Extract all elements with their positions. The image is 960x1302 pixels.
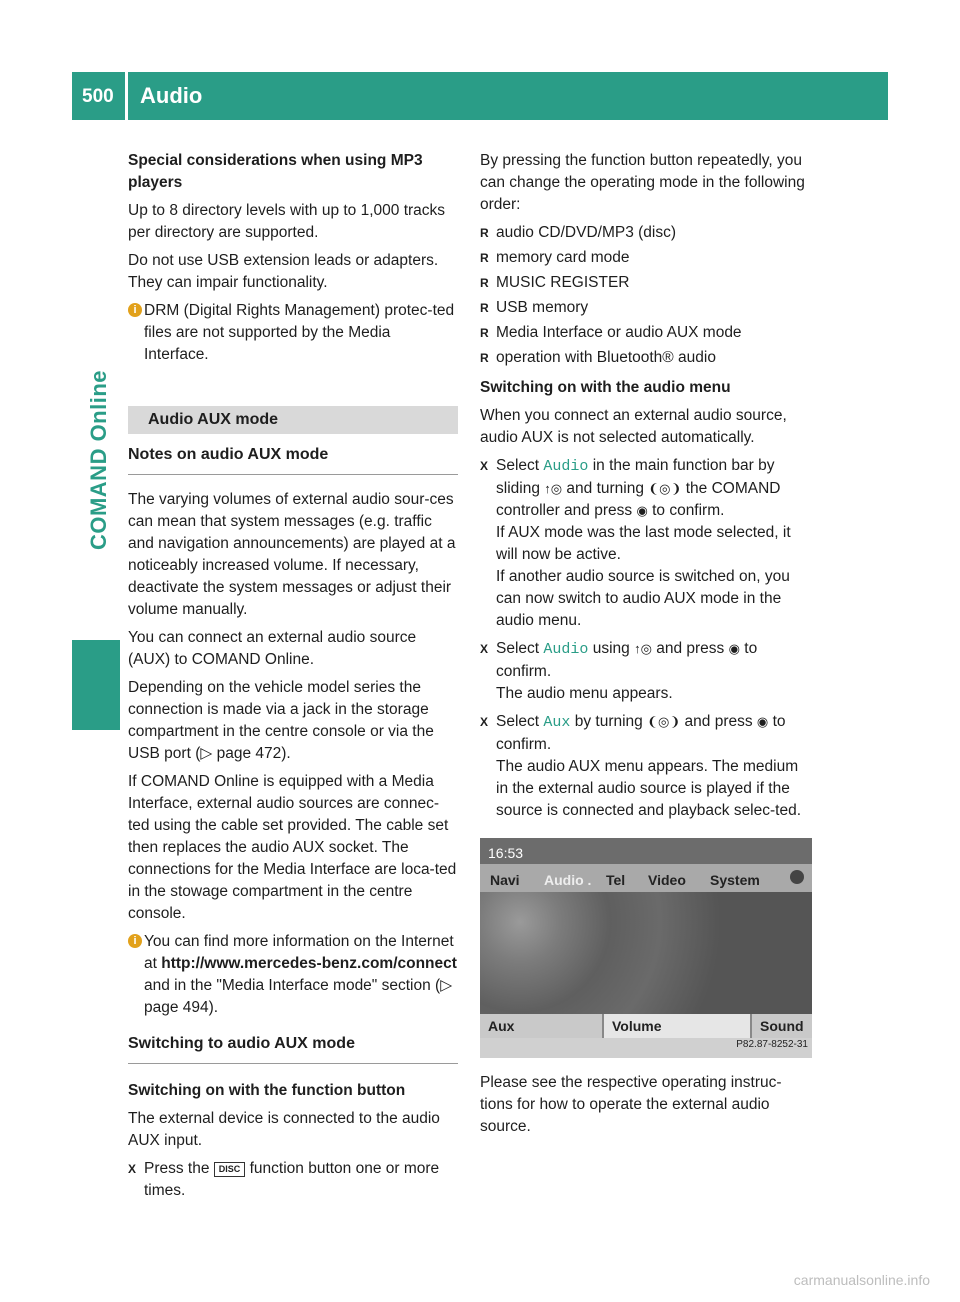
- screen-menu-tel: Tel: [606, 872, 626, 888]
- outro-paragraph: Please see the respective operating instruc-tions for how to operate the external audio source.: [480, 1074, 782, 1135]
- screen-footer: [480, 1038, 812, 1058]
- watermark: carmanualsonline.info: [793, 1272, 930, 1288]
- notes-paragraph-3: Depending on the vehicle model series the connection is made via a jack in the storage compartment in the centre console or via the USB port (▷ page 472).: [128, 679, 434, 762]
- side-tab: [84, 300, 114, 620]
- audio-highlight: Audio: [543, 641, 589, 658]
- slide-icon: ↑◎: [544, 481, 563, 496]
- slide-icon: ↑◎: [634, 641, 652, 656]
- step-text: and press: [651, 640, 729, 657]
- connect-link[interactable]: http://www.mercedes-benz.com/connect: [161, 955, 457, 972]
- screen-menu-audio: Audio .: [544, 872, 592, 888]
- mode-item: R memory card mode: [480, 247, 812, 269]
- page-number: 500: [82, 86, 114, 107]
- internet-note: [128, 931, 458, 1019]
- mode-item: R MUSIC REGISTER: [480, 272, 812, 294]
- step-text: to confirm.: [647, 502, 725, 519]
- select-audio-step: [480, 455, 812, 632]
- screen-menu-navi: Navi: [490, 872, 520, 888]
- mode-item: R Media Interface or audio AUX mode: [480, 322, 812, 344]
- step-text-b: function button one or more times.: [144, 1160, 440, 1199]
- step-note: If AUX mode was the last mode selected, it will now be active.: [496, 524, 791, 563]
- info-icon: i: [128, 934, 142, 948]
- step-text: and press: [680, 713, 757, 730]
- select-audio-menu-step: [480, 638, 812, 705]
- mode-item: R audio CD/DVD/MP3 (disc): [480, 222, 812, 244]
- step-text: Select: [496, 640, 544, 657]
- step-text: in the main function bar by sliding: [496, 457, 775, 497]
- press-icon: ◉: [756, 714, 769, 729]
- step-text: to confirm.: [496, 640, 758, 680]
- notes-paragraph-4: If COMAND Online is equipped with a Media Interface, external audio sources are connec-ted using the cable set provided. The cable set then replaces the audio AUX socket. The connections for the Media Interface are loca-ted in the stowage compartment in the centre console.: [128, 773, 457, 922]
- audio-menu-paragraph: When you connect an external audio source, audio AUX is not selected automatically.: [480, 407, 787, 446]
- screen-settings-icon: [790, 870, 804, 884]
- press-disc-step: [128, 1158, 458, 1202]
- step-text: Select: [496, 457, 544, 474]
- press-icon: ◉: [728, 641, 740, 656]
- aux-highlight: Aux: [543, 714, 571, 731]
- side-tab-label: COMAND Online: [86, 369, 111, 551]
- right-column: [480, 150, 812, 1144]
- mp3-paragraph-1: Up to 8 directory levels with up to 1,000 tracks per directory are supported.: [128, 202, 446, 241]
- left-column: [128, 150, 458, 1208]
- turn-icon: ❨◎❩: [647, 714, 681, 729]
- screen-menu-system: System: [710, 872, 760, 888]
- turn-icon: ❨◎❩: [648, 481, 682, 496]
- screen-sound-button: Sound: [760, 1018, 804, 1034]
- step-arrow-icon: X: [480, 715, 489, 729]
- step-note: If another audio source is switched on, you can now switch to audio AUX mode in the audio menu.: [496, 568, 790, 629]
- mp3-paragraph-2: Do not use USB extension leads or adapters. They can impair functionality.: [128, 252, 439, 291]
- mode-item: R operation with Bluetooth® audio: [480, 347, 812, 369]
- step-text: and turning: [562, 480, 649, 497]
- step-text: by turning: [570, 713, 648, 730]
- mp3-heading: Special considerations when using MP3 players: [128, 152, 423, 191]
- step-arrow-icon: X: [480, 642, 489, 656]
- select-aux-step: [480, 711, 812, 822]
- screen-sound-waves: [480, 892, 812, 1014]
- header-divider: [125, 72, 128, 120]
- notes-paragraph-2: You can connect an external audio source (AUX) to COMAND Online.: [128, 629, 417, 668]
- step-arrow-icon: X: [128, 1162, 137, 1176]
- info-icon: i: [128, 303, 142, 317]
- section-title: Audio: [140, 83, 203, 108]
- press-icon: ◉: [636, 503, 648, 518]
- internet-note-text-a: You can find more information on the Internet at: [144, 933, 454, 972]
- drm-note-text: DRM (Digital Rights Management) protec-ted files are not supported by the Media Interface.: [144, 302, 455, 363]
- step-text: Select: [496, 713, 544, 730]
- switch-heading: Switching to audio AUX mode: [128, 1033, 458, 1064]
- disc-button-icon: DISC: [214, 1162, 246, 1177]
- screen-main-function-bar: [480, 864, 812, 892]
- screen-clock: 16:53: [488, 845, 524, 861]
- screen-aux-button: Aux: [488, 1018, 515, 1034]
- function-button-heading: Switching on with the function button: [128, 1082, 406, 1099]
- internet-note-text-b: and in the "Media Interface mode" section (▷ page 494).: [144, 977, 453, 1016]
- step-note: The audio menu appears.: [496, 685, 673, 702]
- function-button-paragraph: The external device is connected to the audio AUX input.: [128, 1110, 440, 1149]
- notes-heading: Notes on audio AUX mode: [128, 444, 458, 475]
- drm-note: [128, 300, 458, 366]
- aux-mode-band: Audio AUX mode: [128, 406, 458, 434]
- comand-screenshot: [480, 838, 812, 1058]
- step-text: the COMAND controller and press: [496, 480, 781, 519]
- side-tab-block: [72, 640, 120, 730]
- step-arrow-icon: X: [480, 459, 489, 473]
- step-note: The audio AUX menu appears. The medium in the external audio source is played if the source is connected and playback selec-ted.: [496, 758, 802, 819]
- audio-highlight: Audio: [543, 458, 589, 475]
- notes-paragraph-1: The varying volumes of external audio sour-ces can mean that system messages (e.g. traffic and navigation announcements) are played at a noticeably increased volume. If necessary, deactivate the system messages or adjust their volume manually.: [128, 491, 456, 618]
- step-text: to confirm.: [496, 713, 786, 753]
- step-text-a: Press the: [144, 1160, 214, 1177]
- mode-item: R USB memory: [480, 297, 812, 319]
- step-text: using: [588, 640, 635, 657]
- screen-menu-video: Video: [648, 872, 686, 888]
- audio-menu-heading: Switching on with the audio menu: [480, 379, 731, 396]
- screen-volume-button: Volume: [602, 1014, 752, 1038]
- figure-code: P82.87-8252-31: [736, 1039, 808, 1050]
- modes-intro: By pressing the function button repeatedly, you can change the operating mode in the following order:: [480, 152, 805, 213]
